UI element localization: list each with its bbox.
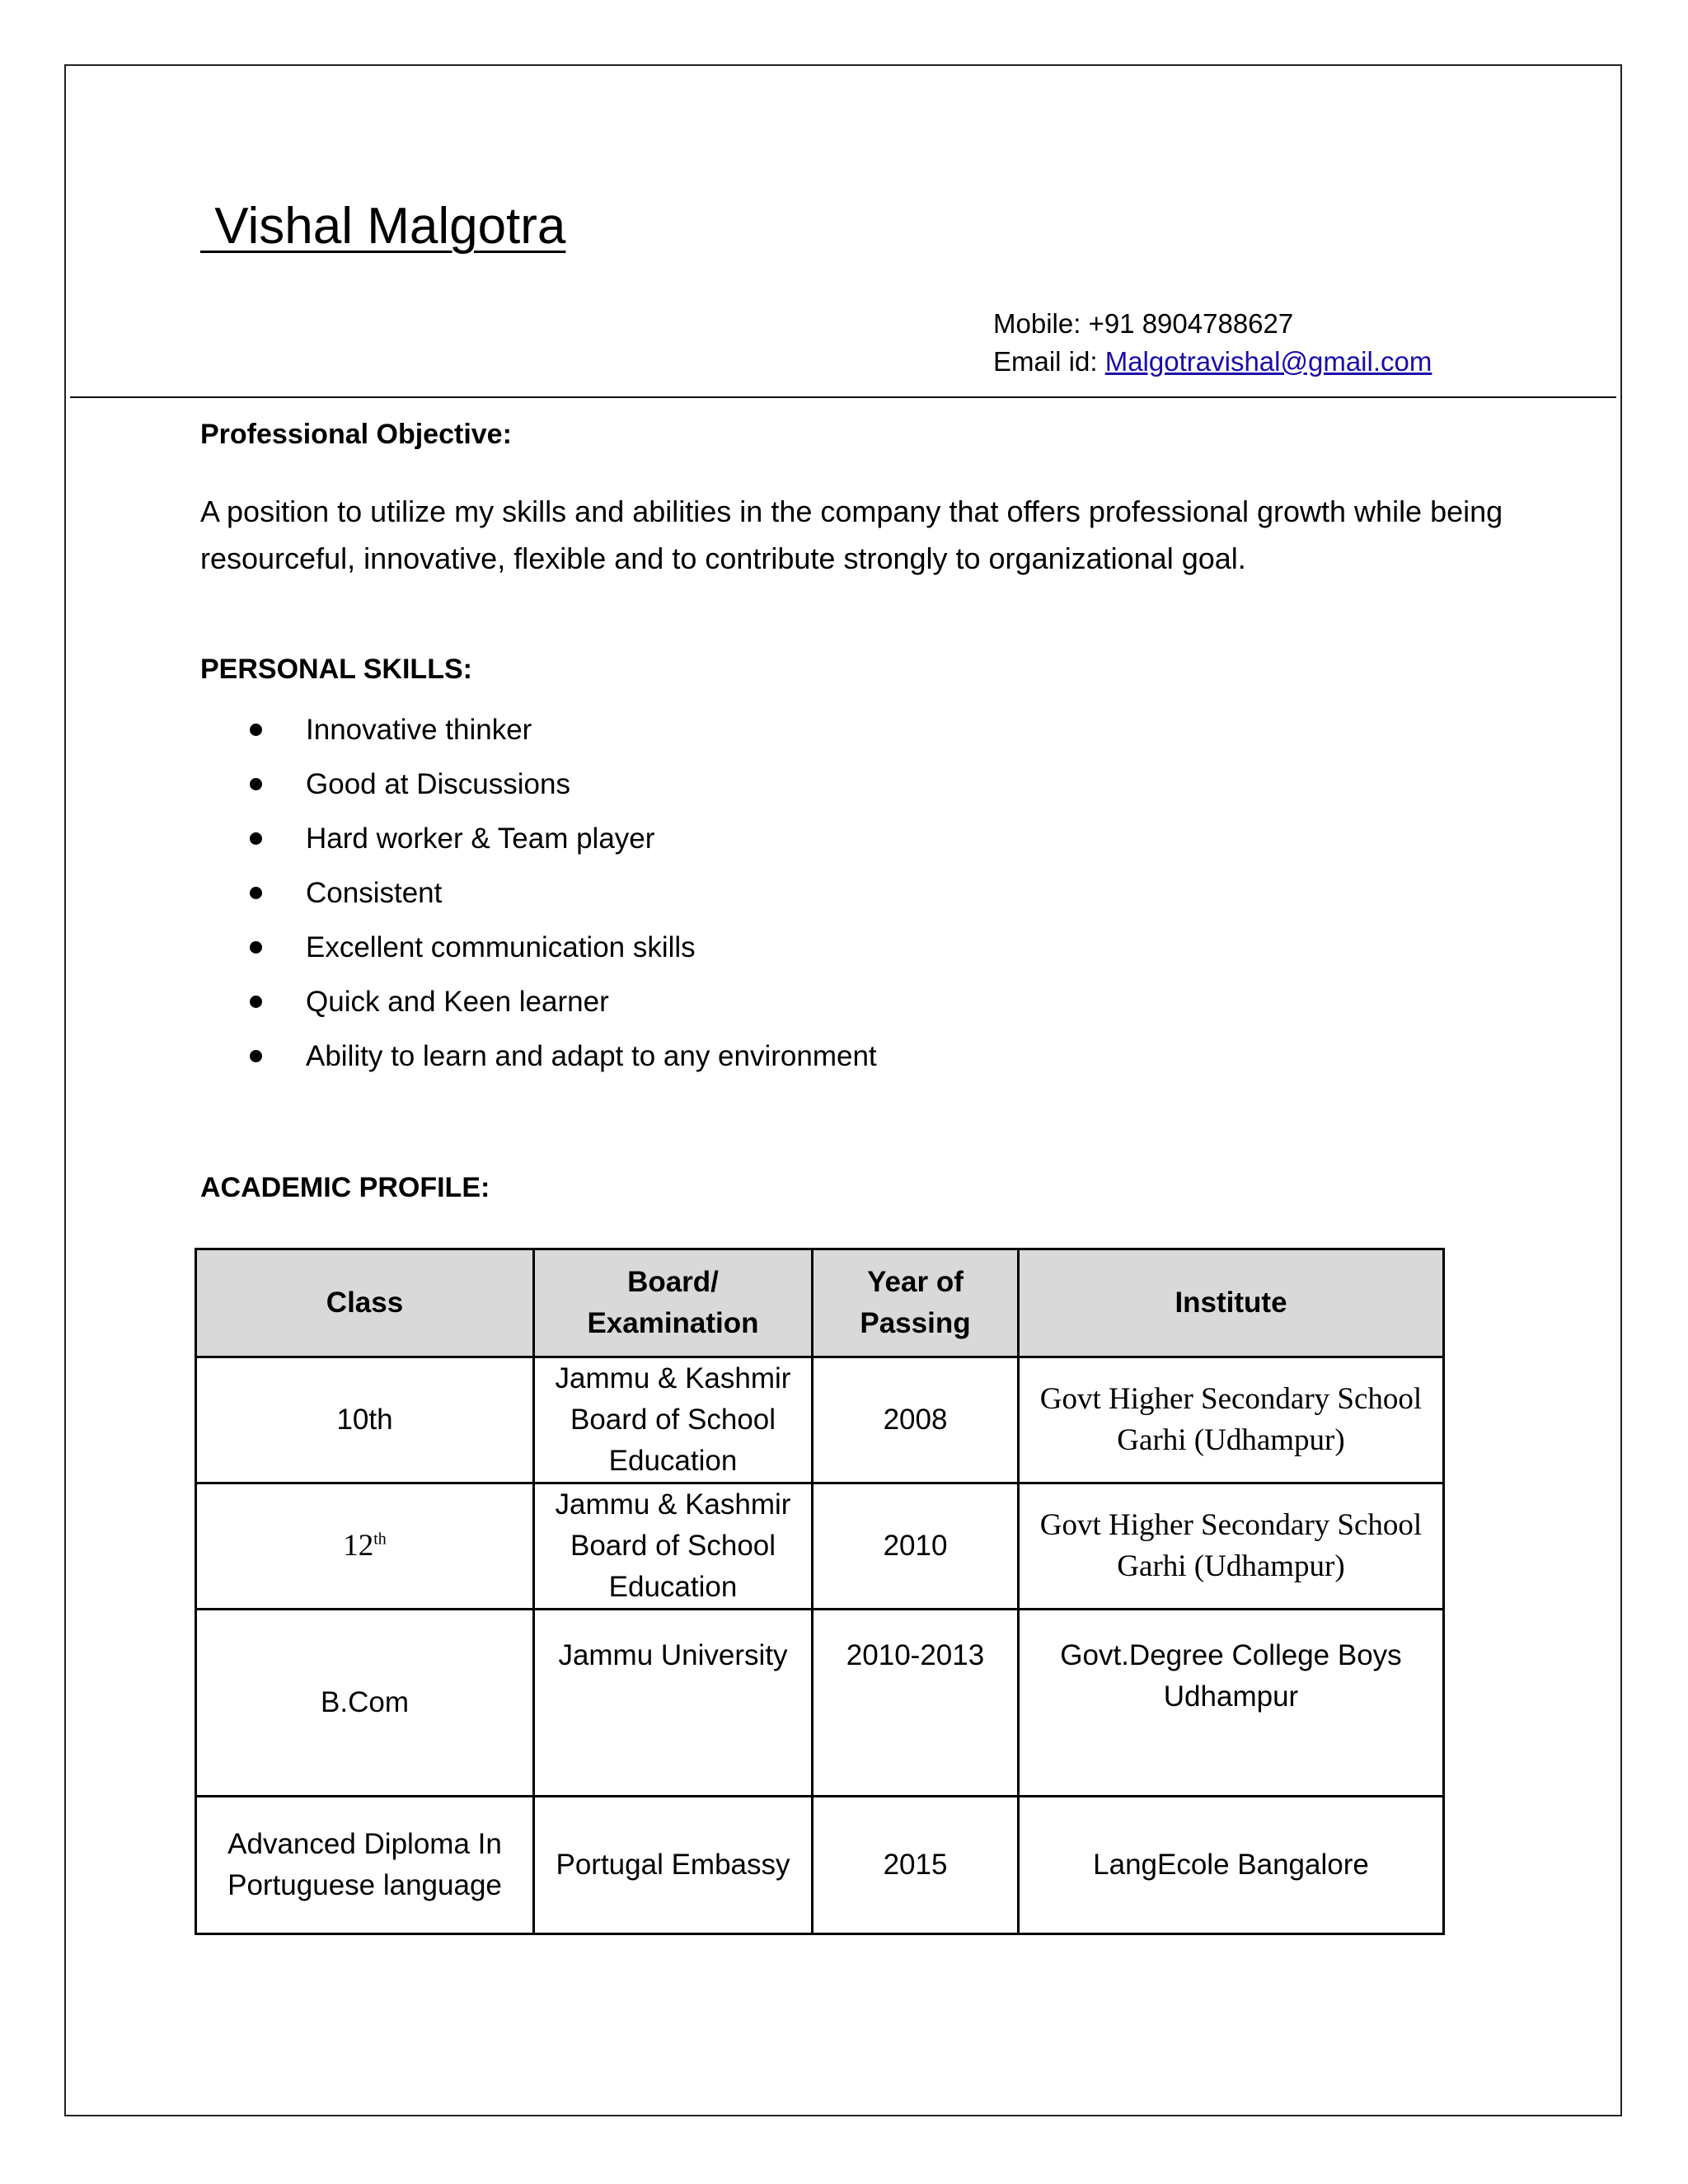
cell-class: 10th [196, 1357, 534, 1483]
skill-item [200, 980, 877, 1034]
cell-year: 2015 [813, 1797, 1019, 1934]
cell-year: 2010-2013 [813, 1610, 1019, 1797]
cell-institute: Govt.Degree College Boys Udhampur [1019, 1610, 1444, 1797]
skill-text: Innovative thinker [306, 714, 532, 746]
objective-heading: Professional Objective: [200, 419, 512, 450]
class-value: 12 [343, 1529, 374, 1563]
skill-text: Quick and Keen learner [306, 986, 609, 1018]
bullet-icon [250, 996, 262, 1008]
header-divider [70, 396, 1616, 398]
skill-text: Good at Discussions [306, 768, 570, 800]
bullet-icon [250, 724, 262, 736]
mobile-label: Mobile: [993, 308, 1081, 339]
email-label: Email id: [993, 346, 1098, 377]
skill-item [200, 817, 877, 871]
bullet-icon [250, 1050, 262, 1062]
cell-institute: Govt Higher Secondary School Garhi (Udhampur) [1019, 1483, 1444, 1610]
bullet-icon [250, 778, 262, 790]
column-header-board: Board/ Examination [534, 1249, 813, 1357]
bullet-icon [250, 887, 262, 899]
column-header-class: Class [196, 1249, 534, 1357]
cell-class: B.Com [196, 1610, 534, 1797]
cell-year: 2008 [813, 1357, 1019, 1483]
skill-item [200, 926, 877, 980]
cell-board: Portugal Embassy [534, 1797, 813, 1934]
mobile-value: +91 8904788627 [1088, 308, 1294, 339]
skill-text: Excellent communication skills [306, 931, 696, 963]
bullet-icon [250, 941, 262, 954]
cell-class: Advanced Diploma In Portuguese language [196, 1797, 534, 1934]
column-header-institute: Institute [1019, 1249, 1444, 1357]
table-row [196, 1797, 1444, 1934]
bullet-icon [250, 832, 262, 845]
academic-table [195, 1248, 1445, 1935]
table-row [196, 1610, 1444, 1797]
column-header-year: Year of Passing [813, 1249, 1019, 1357]
cell-board: Jammu & Kashmir Board of School Education [534, 1483, 813, 1610]
class-superscript: th [373, 1530, 387, 1549]
mobile-line [993, 305, 1432, 343]
skill-text: Hard worker & Team player [306, 823, 655, 855]
objective-text: A position to utilize my skills and abilities in the company that offers professional growth while being resourceful, innovative, flexible and to contribute strongly to organizational goal. [200, 494, 1503, 575]
table-row [196, 1357, 1444, 1483]
table-header-row [196, 1249, 1444, 1357]
cell-board: Jammu & Kashmir Board of School Education [534, 1357, 813, 1483]
skill-item [200, 708, 877, 762]
cell-institute: LangEcole Bangalore [1019, 1797, 1444, 1934]
email-link[interactable]: Malgotravishal@gmail.com [1104, 346, 1432, 377]
skill-item [200, 1034, 877, 1089]
skill-item [200, 871, 877, 926]
skills-heading: PERSONAL SKILLS: [200, 654, 472, 685]
email-line [993, 343, 1432, 381]
skill-text: Consistent [306, 877, 443, 909]
skill-text: Ability to learn and adapt to any environment [306, 1040, 877, 1072]
contact-block [993, 305, 1432, 381]
academic-heading: ACADEMIC PROFILE: [200, 1172, 490, 1203]
table-row [196, 1483, 1444, 1610]
skills-list [200, 708, 877, 1089]
cell-board: Jammu University [534, 1610, 813, 1797]
skill-item [200, 762, 877, 817]
cell-class [196, 1483, 534, 1610]
cell-year: 2010 [813, 1483, 1019, 1610]
cell-institute: Govt Higher Secondary School Garhi (Udhampur) [1019, 1357, 1444, 1483]
candidate-name: Vishal Malgotra [200, 198, 566, 255]
